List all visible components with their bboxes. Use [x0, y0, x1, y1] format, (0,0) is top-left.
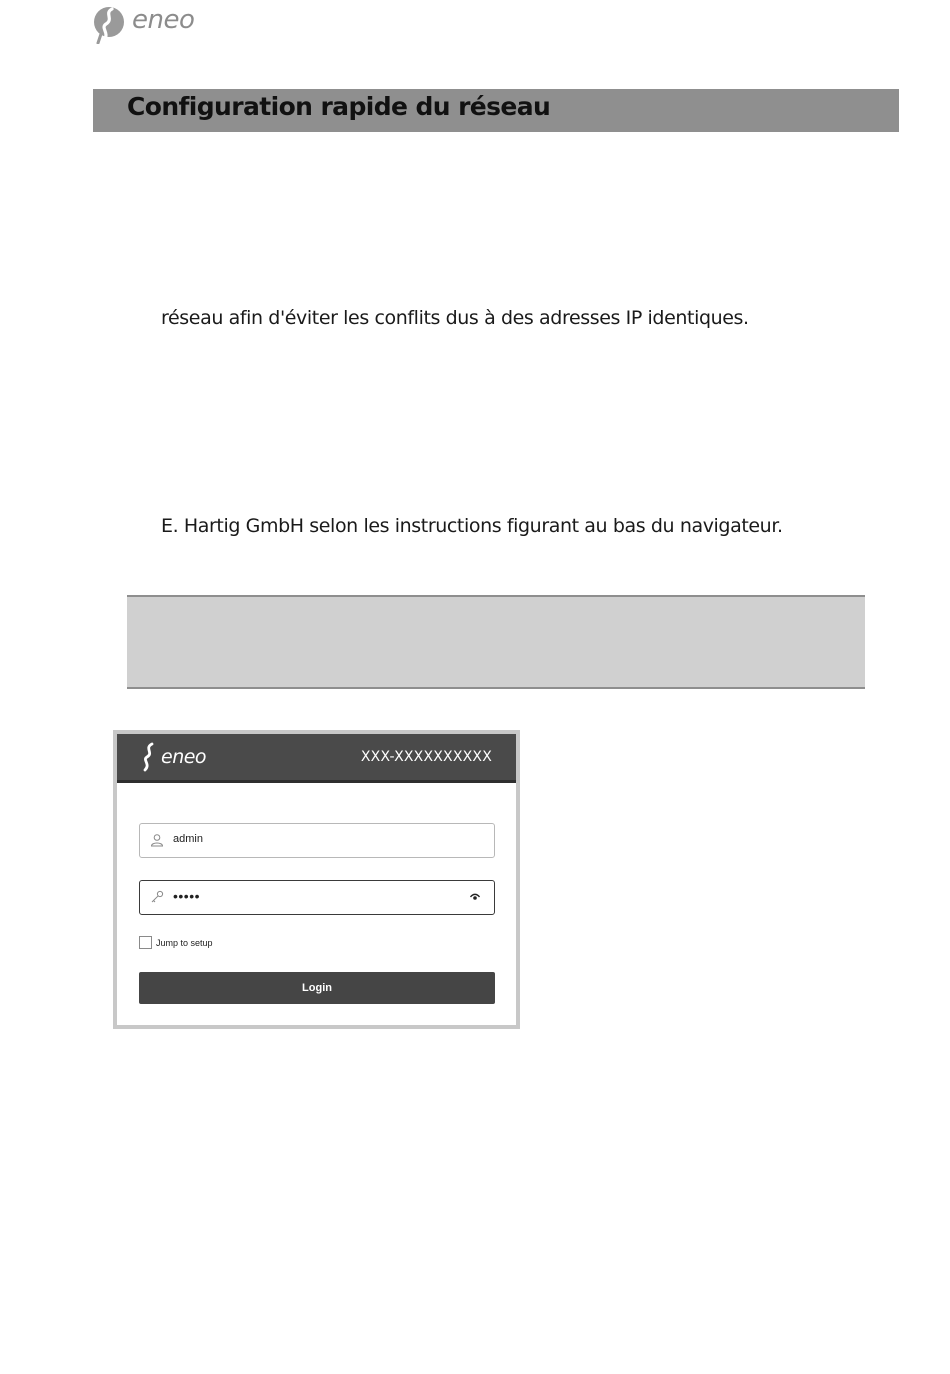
- section-heading-bar: [93, 89, 899, 132]
- device-id: XXX-XXXXXXXXXX: [360, 749, 492, 765]
- password-field[interactable]: [139, 880, 495, 915]
- password-value: •••••: [173, 888, 201, 904]
- brand-logo: [92, 4, 194, 44]
- eneo-logo-icon: [92, 4, 126, 44]
- jump-to-setup-label: Jump to setup: [156, 937, 213, 948]
- user-icon: [150, 833, 164, 847]
- login-logo-text: eneo: [161, 746, 207, 768]
- eye-icon[interactable]: [470, 893, 480, 901]
- note-box: [127, 595, 865, 689]
- login-header: [117, 734, 516, 783]
- username-field[interactable]: [139, 823, 495, 858]
- brand-name: eneo: [132, 5, 195, 35]
- login-logo: [140, 742, 206, 772]
- section-title: Configuration rapide du réseau: [127, 92, 551, 121]
- paragraph-browser-instructions: E. Hartig GmbH selon les instructions figurant au bas du navigateur.: [161, 515, 783, 537]
- paragraph-ip-conflict: réseau afin d'éviter les conflits dus à des adresses IP identiques.: [161, 307, 749, 329]
- login-screenshot: [113, 730, 520, 1029]
- username-value: admin: [173, 833, 203, 845]
- eneo-logo-icon: [140, 742, 158, 772]
- jump-to-setup-checkbox[interactable]: [139, 936, 152, 949]
- login-button[interactable]: Login: [139, 972, 495, 1004]
- jump-to-setup-option[interactable]: [139, 936, 213, 949]
- key-icon: [150, 890, 164, 904]
